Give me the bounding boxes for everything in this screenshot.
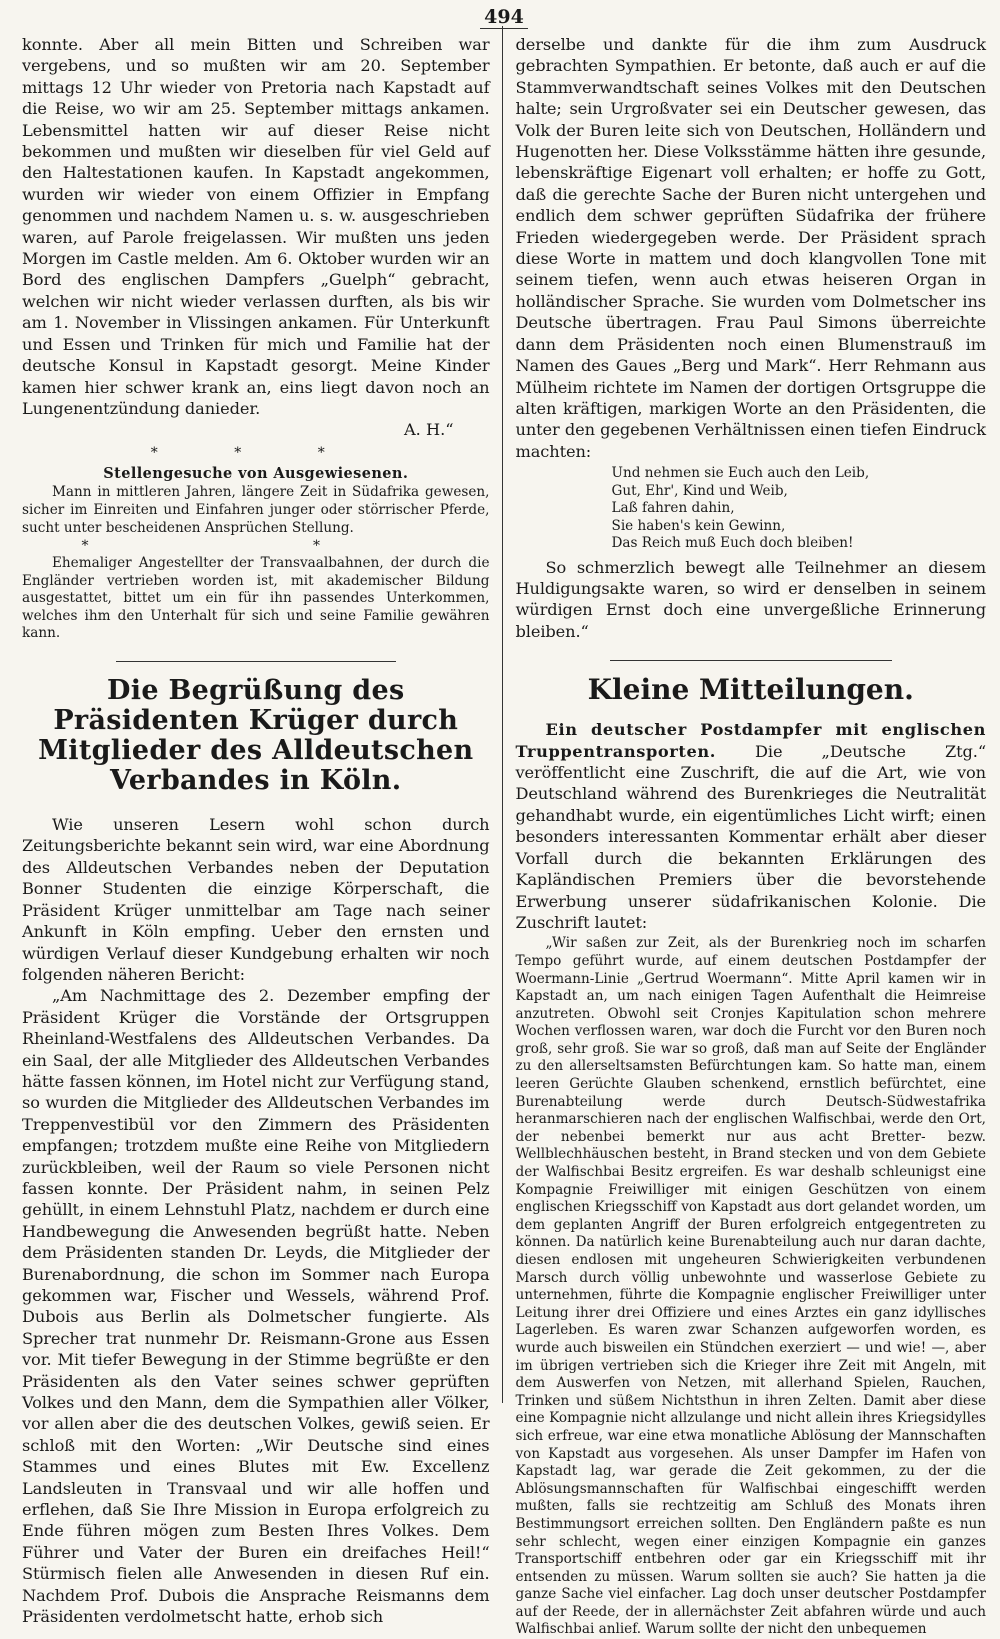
- classified-ad-1: Mann in mittleren Jahren, längere Zeit in Südafrika gewesen, sicher im Einreiten und Einfahren junger oder störrischer Pferde, sucht unter bescheidenen Ansprüchen Stellung.: [22, 484, 490, 536]
- article-intro: Wie unseren Lesern wohl schon durch Zeitungsberichte bekannt sein wird, war eine Abordnung des Alldeutschen Verbandes neben der Deputation Bonner Studenten die einzige Körperschaft, die Präsident Krüger unmittelbar am Tage nach seiner Ankunft in Köln empfing. Ueber den ernsten und würdigen Verlauf dieser Kundgebung erhalten wir noch folgenden näheren Bericht:: [22, 815, 490, 984]
- right-column: [503, 34, 987, 1638]
- separator-stars: * * *: [150, 445, 361, 462]
- two-column-layout: [22, 34, 986, 1638]
- poem-line: Laß fahren dahin,: [611, 500, 735, 517]
- poem: [516, 465, 987, 553]
- section-divider-right: [610, 660, 892, 661]
- letter-quote: „Wir saßen zur Zeit, als der Burenkrieg noch im scharfen Tempo geführt wurde, auf einem deutschen Postdampfer der Woermann-Linie „Gertrud Woermann“. Mitte April kamen wir in Kapstadt an, um nach einigen Tagen Aufenthalt die Heimreise anzutreten. Obwohl seit Cronjes Kapitulation schon mehrere Wochen verflossen waren, war doch die Furcht vor den Buren noch groß, sehr groß. Sie war so groß, daß man auf Seite der Engländer zu den allerseltsamsten Befürchtungen kam. So hatte man, einem leeren Gerüchte Glauben schenkend, ernstlich befürchtet, eine Burenabteilung werde durch Deutsch-Südwestafrika heranmarschieren nach der englischen Walfischbai, werde den Ort, der nebenbei bemerkt nur aus acht Bretter- bezw. Wellblechhäuschen besteht, in Brand stecken und von dem Gebiete der Walfischbai Besitz ergreifen. Es war deshalb schleunigst eine Kompagnie Freiwilliger mit einigen Geschützen von einem englischen Kriegsschiff von Kapstadt aus dort gelandet worden, um dem geplanten Angriff der Buren erfolgreich entgegentreten zu können. Da natürlich keine Burenabteilung auch nur daran dachte, diesen endlosen mit ungeheuren Schwierigkeiten verbundenen Marsch durch völlig unbewohnte und wasserlose Gebiete zu unternehmen, führte die Kompagnie englischer Freiwilliger unter Leitung ihrer drei Offiziere und eines Arztes ein ganz idyllisches Lagerleben. Es waren zwar Schanzen aufgeworfen worden, es wurde auch bisweilen ein Stündchen exerziert — und wie! —, aber im übrigen vertrieben sich die Krieger ihre Zeit mit Angeln, mit dem Auswerfen von Netzen, mit allerhand Spielen, Rauchen, Trinken und süßem Nichtsthun in ihren Zelten. Damit aber diese eine Kompagnie nicht allzulange und nicht allein ihres Kriegsidylles sich erfreue, war eine etwa monatliche Ablösung der Mannschaften von Kapstadt aus vorgesehen. Als unser Dampfer im Hafen von Kapstadt lag, war gerade die Zeit gekommen, zu der die Ablösungsmannschaften für Walfischbai eingeschifft werden mußten, falls sie rechtzeitig am Schluß des Monats ihren Bestimmungsort erreichen sollten. Den Engländern paßte es nun sehr schlecht, wegen einer einzigen Kompagnie ein ganzes Transportschiff entbehren oder gar ein Kriegsschiff mit ihr entsenden zu müssen. Warum sollten sie auch? Sie hatten ja die ganze Sache viel einfacher. Lag doch unser deutscher Postdampfer auf der Reede, der in allernächster Zeit abfahren würde und auch Walfischbai anlief. Warum sollte der nicht den unbequemen: [515, 935, 986, 1638]
- article-report: „Am Nachmittage des 2. Dezember empfing der Präsident Krüger die Vorstände der Ortsgruppen Rheinland-Westfalens des Alldeutschen Verbandes. Da ein Saal, der alle Mitglieder des Alldeutschen Verbandes hätte fassen können, im Hotel nicht zur Verfügung stand, so wurden die Mitglieder des Alldeutschen Verbandes im Treppenvestibül vor den Zimmern des Präsidenten empfangen; trotzdem mußte eine Reihe von Mitgliedern zurückbleiben, weil der Raum so viele Personen nicht fassen konnte. Der Präsident nahm, in seinen Pelz gehüllt, in einem Lehnstuhl Platz, nachdem er durch eine Handbewegung die Anwesenden begrüßt hatte. Neben dem Präsidenten standen Dr. Leyds, die Mitglieder der Burenabordnung, die schon im Sommer nach Europa gekommen war, Fischer und Wessels, während Prof. Dubois aus Berlin als Dolmetscher fungierte. Als Sprecher trat nunmehr Dr. Reismann-Grone aus Essen vor. Mit tiefer Bewegung in der Stimme begrüßte er den Präsidenten als den Vater seines schwer geprüften Volkes und den Mann, dem die Sympathien aller Völker, vor allen aber die des deutschen Volkes, gewiß seien. Er schloß mit den Worten: „Wir Deutsche sind eines Stammes und eines Blutes mit Ew. Excellenz Landsleuten in Transvaal und wir alle hoffen und erflehen, daß Sie Ihre Mission in Europa erfolgreich zu Ende führen mögen zum Besten Ihres Volkes. Dem Führer und Vater der Buren ein dreifaches Heil!“ Stürmisch fielen alle Anwesenden in diesen Ruf ein. Nachdem Prof. Dubois die Ansprache Reismanns dem Präsidenten verdolmetscht hatte, erhob sich: [22, 986, 490, 1627]
- classified-ad-2: Ehemaliger Angestellter der Transvaalbahnen, der durch die Engländer vertrieben worden ist, mit akademischer Bildung ausgestattet, bittet um ein für ihn passendes Unterkommen, welches ihm den Unterhalt für sich und seine Familie gewähren kann.: [22, 555, 490, 642]
- signature: A. H.“: [403, 420, 454, 440]
- section-divider: [116, 661, 397, 662]
- small-section-title: Stellengesuche von Ausgewiesenen.: [103, 465, 409, 483]
- left-column: [22, 34, 502, 1627]
- news-item-subhead: Ein deutscher Postdampfer mit englischen Truppentransporten.: [515, 720, 986, 761]
- page-number: 494: [22, 6, 986, 32]
- poem-line: Und nehmen sie Euch auch den Leib,: [611, 465, 870, 482]
- news-item: [516, 719, 987, 933]
- poem-line: Gut, Ehr', Kind und Weib,: [611, 482, 788, 499]
- article-continuation: konnte. Aber all mein Bitten und Schreiben war vergebens, und so mußten wir am 20. September mittags 12 Uhr wieder von Pretoria nach Kapstadt auf die Reise, wo wir am 25. September mittags ankamen. Lebensmittel hatten wir auf dieser Reise nicht bekommen und mußten wir dieselben für viel Geld auf den Haltestationen kaufen. In Kapstadt angekommen, wurden wir wieder von einem Offizier in Empfang genommen und nachdem Namen u. s. w. ausgeschrieben waren, auf Parole freigelassen. Wir mußten uns jeden Morgen im Castle melden. Am 6. Oktober wurden wir an Bord des englischen Dampfers „Guelph“ gebracht, welchen wir nicht wieder verlassen durften, als bis wir am 1. November in Vlissingen ankamen. Für Unterkunft und Essen und Trinken für mich und Familie hat der deutsche Konsul in Kapstadt gesorgt. Meine Kinder kamen hier schwer krank an, eins liegt davon noch an Lungenentzündung danieder.: [22, 35, 490, 418]
- poem-line: Das Reich muß Euch doch bleiben!: [611, 535, 854, 552]
- report-closing: So schmerzlich bewegt alle Teilnehmer an diesem Huldigungsakte waren, so wird er denselben in seinem würdigen Ernst doch eine unvergeßliche Erinnerung bleiben.“: [515, 557, 986, 641]
- report-continuation: derselbe und dankte für die ihm zum Ausdruck gebrachten Sympathien. Er betonte, daß auch er auf die Stammverwandtschaft seines Volkes mit den Deutschen halte; sein Urgroßvater sei ein Deutscher gewesen, das Volk der Buren leite sich von Deutschen, Holländern und Hugenotten her. Diese Volksstämme hätten ihre gesunde, lebenskräftige Eigenart voll erhalten; er hoffe zu Gott, daß die gerechte Sache der Buren nicht untergehen und endlich dem schwer geprüften Südafrika der frühere Frieden wiedergegeben werde. Der Präsident sprach diese Worte in mattem und doch klangvollen Tone mit seinem tiefen, wenn auch etwas heiseren Organ in holländischer Sprache. Sie wurden vom Dolmetscher ins Deutsche übertragen. Frau Paul Simons überreichte dann dem Präsidenten noch einen Blumenstrauß im Namen des Gaues „Berg und Mark“. Herr Rehmann aus Mülheim richtete im Namen der dortigen Ortsgruppe die alten kräftigen, markigen Worte an den Präsidenten, die unter den gegebenen Verhältnissen einen tiefen Eindruck machten:: [515, 35, 986, 461]
- news-item-text: Die „Deutsche Ztg.“ veröffentlicht eine Zuschrift, die auf die Art, wie von Deutschland während des Burenkrieges die Neutralität gehandhabt wurde, ein eigentümliches Licht wirft; einen besonders interessanten Kommentar erhält aber dieser Vorfall durch die bekannten Erklärungen des Kapländischen Premiers über die bevorstehende Erwerbung unserer südafrikanischen Kolonie. Die Zuschrift lautet:: [515, 741, 986, 932]
- article-headline: Die Begrüßung des Präsidenten Krüger durch Mitglieder des Alldeutschen Verbandes in Köln.: [38, 675, 474, 797]
- poem-line: Sie haben's kein Gewinn,: [611, 517, 786, 534]
- section-headline: Kleine Mitteilungen.: [587, 673, 914, 707]
- separator-stars-2: * *: [81, 538, 430, 555]
